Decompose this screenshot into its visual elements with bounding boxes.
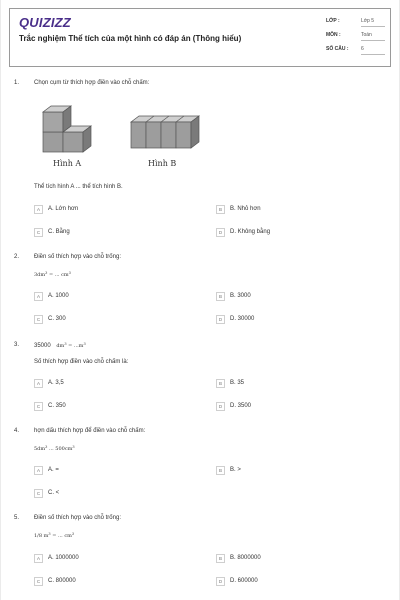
option-c-checkbox[interactable]: C: [34, 315, 43, 324]
question-3-math: $dm^3 = ...m^3$: [56, 342, 86, 349]
question-4-number: 4.: [14, 428, 20, 434]
question-4-math: $5dm^3$ ... $500cm^3$: [34, 445, 75, 452]
option-a-checkbox[interactable]: A: [34, 466, 43, 475]
question-3-option-b[interactable]: [216, 377, 244, 389]
question-5-number: 5.: [14, 515, 20, 521]
question-4-option-b[interactable]: [216, 464, 241, 476]
option-c-checkbox[interactable]: C: [34, 489, 43, 498]
option-c-checkbox[interactable]: C: [34, 402, 43, 411]
option-a-checkbox[interactable]: A: [34, 205, 43, 214]
question-2-option-d[interactable]: [216, 313, 254, 325]
question-1-prompt: Thể tích hình A ... thể tích hình B.: [34, 184, 123, 190]
worksheet-title: Trắc nghiệm Thể tích của một hình có đáp án (Thông hiểu): [19, 34, 242, 43]
option-a-checkbox[interactable]: A: [34, 554, 43, 563]
question-1-option-c[interactable]: [34, 226, 70, 238]
question-count-value: 6: [361, 46, 385, 55]
question-2-math: $3dm^3$ = ... $cm^3$: [34, 271, 71, 278]
option-b-text: B. Nhỏ hơn: [230, 206, 261, 212]
class-value: Lớp 5: [361, 18, 385, 27]
question-2-option-a[interactable]: [34, 290, 69, 302]
option-b-checkbox[interactable]: B: [216, 466, 225, 475]
question-3-option-c[interactable]: [34, 400, 66, 412]
question-1-option-d[interactable]: [216, 226, 270, 238]
question-3-text: 35000 $dm^3 = ...m^3$: [34, 342, 86, 349]
option-a-text: A. =: [48, 467, 59, 473]
option-c-text: C. Bằng: [48, 229, 70, 235]
question-3-option-d[interactable]: [216, 400, 251, 412]
figure-a-caption: Hình A: [53, 159, 82, 168]
question-5-option-a[interactable]: [34, 552, 79, 564]
option-d-text: D. 30000: [230, 316, 255, 322]
option-d-text: D. Không bằng: [230, 229, 271, 235]
option-d-checkbox[interactable]: D: [216, 315, 225, 324]
question-count-label: SỐ CÂU :: [326, 46, 349, 52]
option-b-checkbox[interactable]: B: [216, 554, 225, 563]
question-4-text: hợn dấu thích hợp để điền vào chỗ chấm:: [34, 428, 146, 434]
option-c-checkbox[interactable]: C: [34, 228, 43, 237]
option-b-checkbox[interactable]: B: [216, 379, 225, 388]
question-5-option-b[interactable]: [216, 552, 261, 564]
option-b-text: B. 8000000: [230, 555, 261, 561]
worksheet-page: [1, 0, 399, 600]
option-d-text: D. 3500: [230, 403, 252, 409]
question-5-option-c[interactable]: [34, 575, 76, 587]
question-1-option-a[interactable]: [34, 203, 78, 215]
option-a-text: A. 1000000: [48, 555, 79, 561]
option-a-checkbox[interactable]: A: [34, 292, 43, 301]
option-c-text: C. 300: [48, 316, 66, 322]
option-a-checkbox[interactable]: A: [34, 379, 43, 388]
option-b-checkbox[interactable]: B: [216, 292, 225, 301]
option-a-text: A. 1000: [48, 293, 69, 299]
option-a-text: A. Lớn hơn: [48, 206, 79, 212]
option-b-text: B. 3000: [230, 293, 251, 299]
question-5-option-d[interactable]: [216, 575, 258, 587]
option-a-text: A. 3,5: [48, 380, 64, 386]
class-label: LỚP :: [326, 18, 340, 24]
option-c-text: C. 350: [48, 403, 66, 409]
question-4-option-c[interactable]: [34, 487, 59, 499]
question-1-option-b[interactable]: [216, 203, 261, 215]
figure-b-cubes: [127, 114, 209, 154]
question-5-math: 1/8 $m^3$ = ... $cm^3$: [34, 532, 75, 539]
option-b-text: B. >: [230, 467, 241, 473]
question-2-number: 2.: [14, 254, 20, 260]
question-4-option-a[interactable]: [34, 464, 59, 476]
question-2-option-c[interactable]: [34, 313, 66, 325]
figure-a-cubes: [37, 102, 107, 158]
subject-value: Toán: [361, 32, 385, 41]
question-3-number: 3.: [14, 342, 20, 348]
question-2-text: Điền số thích hợp vào chỗ trống:: [34, 254, 121, 260]
question-2-option-b[interactable]: [216, 290, 251, 302]
option-b-text: B. 35: [230, 380, 245, 386]
option-c-text: C. <: [48, 490, 60, 496]
question-1-text: Chọn cụm từ thích hợp điền vào chỗ chấm:: [34, 80, 150, 86]
subject-label: MÔN :: [326, 32, 341, 38]
quizizz-logo: QUIZIZZ: [19, 15, 71, 30]
option-c-checkbox[interactable]: C: [34, 577, 43, 586]
option-d-checkbox[interactable]: D: [216, 402, 225, 411]
option-b-checkbox[interactable]: B: [216, 205, 225, 214]
option-d-checkbox[interactable]: D: [216, 228, 225, 237]
question-3-prompt: Số thích hợp điền vào chỗ chấm là:: [34, 359, 129, 365]
option-d-text: D. 600000: [230, 578, 258, 584]
option-d-checkbox[interactable]: D: [216, 577, 225, 586]
question-3-option-a[interactable]: [34, 377, 64, 389]
figure-b-caption: Hình B: [148, 159, 177, 168]
option-c-text: C. 800000: [48, 578, 76, 584]
question-1-number: 1.: [14, 80, 20, 86]
question-5-text: Điền số thích hợp vào chỗ trống:: [34, 515, 121, 521]
